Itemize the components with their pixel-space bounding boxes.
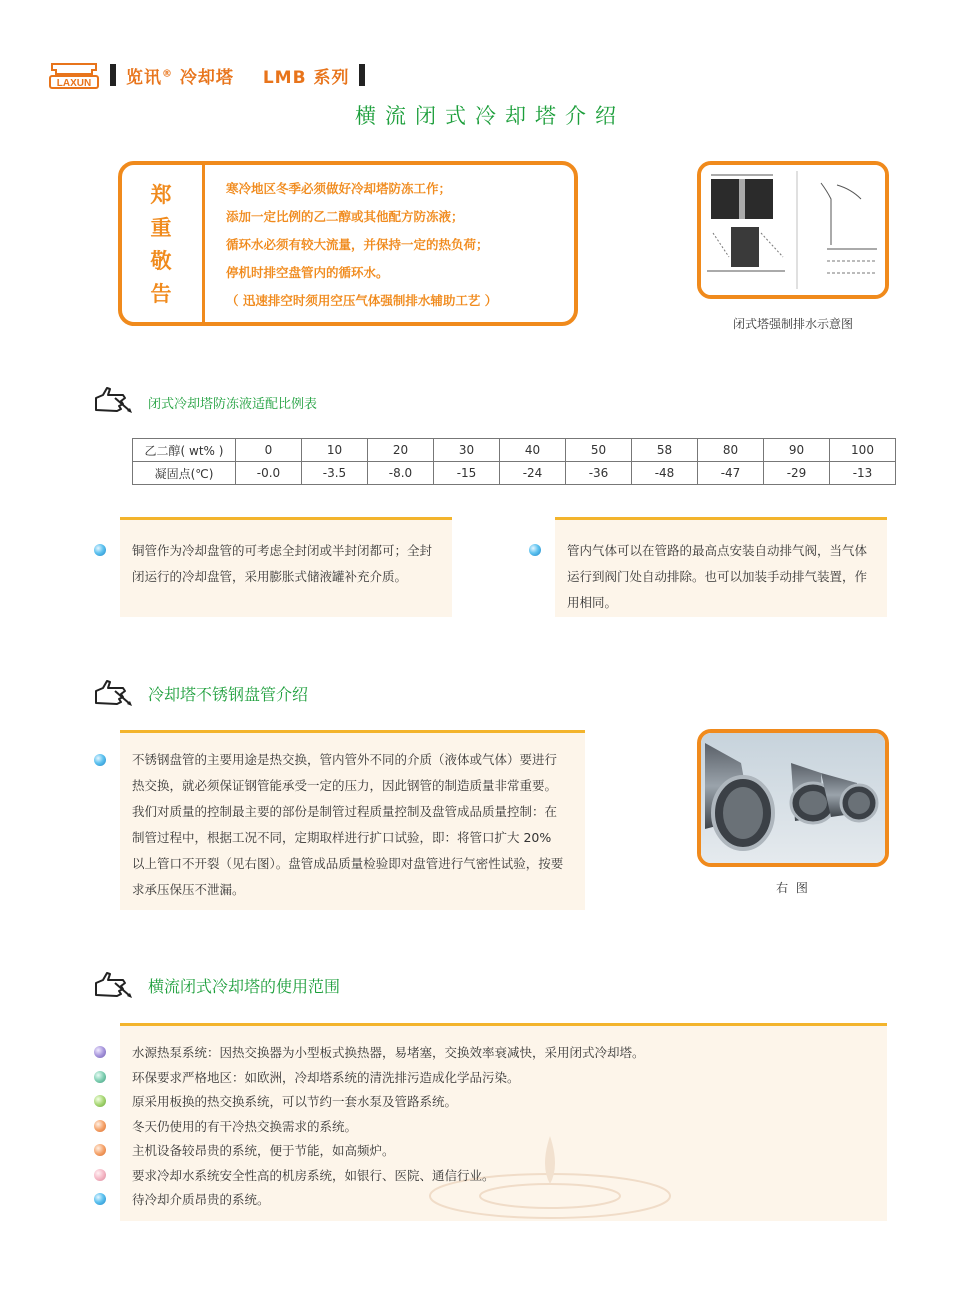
notice-char: 告: [150, 282, 172, 306]
note-text-right: 管内气体可以在管路的最高点安装自动排气阀，当气体运行到阀门处自动排除。也可以加装手动排气装置，作用相同。: [567, 543, 868, 610]
bullet-icon: [94, 1169, 106, 1181]
table-cell: 58: [632, 439, 698, 462]
bullet-icon: [529, 544, 541, 556]
table-cell: -0.0: [236, 462, 302, 485]
bullet-icon: [94, 1193, 106, 1205]
stainless-section-title: 冷却塔不锈钢盘管介绍: [148, 685, 309, 704]
table-cell: -36: [566, 462, 632, 485]
drain-diagram-caption: 闭式塔强制排水示意图: [732, 317, 853, 331]
notice-line: 停机时排空盘管内的循环水。: [226, 265, 389, 280]
brand-bar: [110, 62, 365, 88]
bullet-icon: [94, 754, 106, 766]
notice-line: （ 迅速排空时须用空压气体强制排水辅助工艺 ）: [226, 293, 498, 308]
table-cell: -15: [434, 462, 500, 485]
hand-writing-icon: [93, 677, 133, 707]
svg-text:LAXUN: LAXUN: [56, 78, 92, 89]
list-item: 要求冷却水系统安全性高的机房系统，如银行、医院、通信行业。: [132, 1168, 495, 1183]
notice-side-label: [136, 179, 186, 311]
list-item: 主机设备较昂贵的系统，便于节能，如高频炉。: [132, 1143, 395, 1158]
table-cell: 50: [566, 439, 632, 462]
laxun-logo: [48, 62, 100, 90]
product-text: 冷却塔: [179, 67, 234, 88]
series-text: LMB 系列: [262, 67, 350, 88]
bullet-icon: [94, 1095, 106, 1107]
antifreeze-table: [132, 438, 896, 485]
brand-name: [116, 63, 359, 88]
drain-diagram-image: [697, 161, 889, 299]
antifreeze-section-title: 闭式冷却塔防冻液适配比例表: [148, 397, 318, 412]
table-row: [133, 462, 896, 485]
table-cell: 30: [434, 439, 500, 462]
hand-writing-icon: [93, 969, 133, 999]
table-cell: 20: [368, 439, 434, 462]
bullet-icon: [94, 1046, 106, 1058]
bullet-icon: [94, 1144, 106, 1156]
notice-line: 循环水必须有较大流量，并保持一定的热负荷；: [226, 237, 489, 252]
list-item: 冬天仍使用的有干冷热交换需求的系统。: [132, 1119, 358, 1134]
registered-mark: ®: [162, 67, 173, 79]
notice-divider: [202, 165, 205, 322]
brand-bar-right-block: [359, 64, 365, 86]
table-cell: -29: [764, 462, 830, 485]
bullet-icon: [94, 1120, 106, 1132]
table-cell: 10: [302, 439, 368, 462]
notice-box: [118, 161, 578, 326]
notice-line: 寒冷地区冬季必须做好冷却塔防冻工作；: [226, 181, 452, 196]
list-item: 环保要求严格地区：如欧洲，冷却塔系统的清洗排污造成化学品污染。: [132, 1070, 520, 1085]
table-cell: 80: [698, 439, 764, 462]
usage-section-title: 横流闭式冷却塔的使用范围: [148, 977, 341, 996]
table-cell: -8.0: [368, 462, 434, 485]
note-panel-left: [120, 517, 452, 617]
list-item: 水源热泵系统：因热交换器为小型板式换热器，易堵塞，交换效率衰减快，采用闭式冷却塔。: [132, 1045, 645, 1060]
table-cell: 90: [764, 439, 830, 462]
bullet-icon: [94, 544, 106, 556]
note-text-left: 铜管作为冷却盘管的可考虑全封闭或半封闭都可；全封闭运行的冷却盘管，采用膨胀式储液罐补充介质。: [132, 543, 433, 584]
usage-list: [94, 1043, 854, 1213]
bullet-icon: [94, 1071, 106, 1083]
note-panel-right: [555, 517, 887, 617]
table-header-cell: 凝固点(℃): [133, 462, 236, 485]
stainless-panel: [120, 730, 585, 910]
table-cell: 40: [500, 439, 566, 462]
hand-writing-icon: [93, 384, 133, 414]
table-cell: -13: [830, 462, 896, 485]
tube-flare-photo: [697, 729, 889, 867]
table-cell: 100: [830, 439, 896, 462]
table-cell: 0: [236, 439, 302, 462]
notice-lines: [226, 175, 497, 315]
page-title: 横流闭式冷却塔介绍: [355, 104, 625, 128]
list-item: 原采用板换的热交换系统，可以节约一套水泵及管路系统。: [132, 1094, 458, 1109]
notice-char: 敬: [150, 249, 172, 273]
notice-char: 重: [150, 216, 172, 240]
table-row: [133, 439, 896, 462]
table-header-cell: 乙二醇( wt% ): [133, 439, 236, 462]
notice-line: 添加一定比例的乙二醇或其他配方防冻液；: [226, 209, 464, 224]
list-item: 待冷却介质昂贵的系统。: [132, 1192, 270, 1207]
tube-photo-caption: 右 图: [776, 881, 810, 895]
table-cell: -24: [500, 462, 566, 485]
table-cell: -3.5: [302, 462, 368, 485]
table-cell: -48: [632, 462, 698, 485]
table-cell: -47: [698, 462, 764, 485]
brand-text: 览讯: [126, 67, 162, 88]
notice-char: 郑: [150, 183, 172, 207]
stainless-paragraph: 不锈钢盘管的主要用途是热交换，管内管外不同的介质（液体或气体）要进行热交换，就必须保证钢管能承受一定的压力，因此钢管的制造质量非常重要。我们对质量的控制最主要的部份是制管过程质量控制及盘管成品质量控制：在制管过程中，根据工况不同，定期取样进行扩口试验，即：将管口扩大 20% 以上管口不开裂（见右图）。盘管成品质量检验即对盘管进行气密性试验，按要求承压保压不泄漏。: [132, 752, 564, 897]
